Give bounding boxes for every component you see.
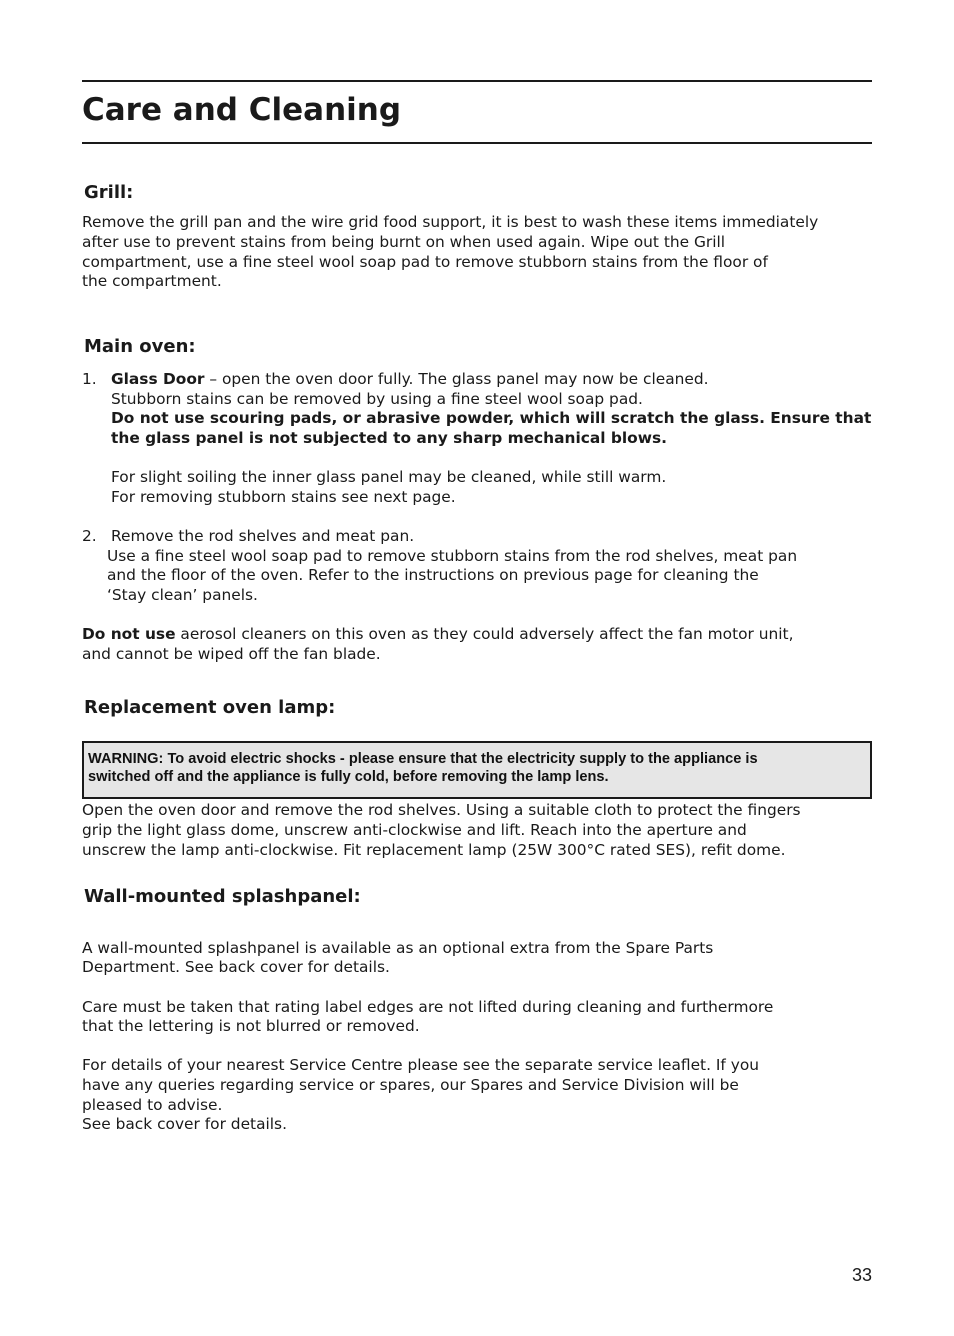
glass-door-warning: Do not use scouring pads, or abrasive powder, which will scratch the glass. Ensure that: [111, 409, 872, 427]
page-title: Care and Cleaning: [82, 92, 402, 128]
main-oven-heading: Main oven:: [84, 336, 196, 357]
lamp-line: Open the oven door and remove the rod shelves. Using a suitable cloth to protect the fingers: [82, 801, 801, 819]
splash-line: For details of your nearest Service Centre please see the separate service leaflet. If you: [82, 1056, 759, 1074]
shelves-line: Use a fine steel wool soap pad to remove stubborn stains from the rod shelves, meat pan: [107, 547, 798, 565]
list-number: 1.: [82, 370, 97, 388]
splash-line: have any queries regarding service or spares, our Spares and Service Division will be: [82, 1076, 739, 1094]
grill-line: compartment, use a fine steel wool soap pad to remove stubborn stains from the floor of: [82, 253, 768, 271]
warning-line: switched off and the appliance is fully cold, before removing the lamp lens.: [88, 768, 609, 785]
grill-heading: Grill:: [84, 182, 134, 203]
glass-door-text: – open the oven door fully. The glass panel may now be cleaned.: [204, 370, 709, 388]
header-rule-top: [82, 80, 872, 82]
header-rule-bottom: [82, 142, 872, 144]
splash-line: Care must be taken that rating label edges are not lifted during cleaning and furthermore: [82, 998, 774, 1016]
glass-door-line: [111, 370, 873, 390]
aerosol-line: and cannot be wiped off the fan blade.: [82, 645, 381, 663]
splash-line: See back cover for details.: [82, 1115, 287, 1133]
splash-line: Department. See back cover for details.: [82, 958, 390, 976]
aerosol-text: aerosol cleaners on this oven as they could adversely affect the fan motor unit,: [175, 625, 794, 643]
glass-door-warning: the glass panel is not subjected to any sharp mechanical blows.: [111, 429, 667, 447]
grill-line: after use to prevent stains from being burnt on when used again. Wipe out the Grill: [82, 233, 726, 251]
lamp-line: unscrew the lamp anti-clockwise. Fit replacement lamp (25W 300°C rated SES), refit dome.: [82, 841, 786, 859]
warning-box: [82, 741, 872, 799]
lamp-heading: Replacement oven lamp:: [84, 697, 336, 718]
splash-line: A wall-mounted splashpanel is available as an optional extra from the Spare Parts: [82, 939, 714, 957]
glass-door-label: Glass Door: [111, 370, 205, 388]
shelves-line: Remove the rod shelves and meat pan.: [111, 527, 415, 545]
warning-line: WARNING: To avoid electric shocks - please ensure that the electricity supply to the appliance is: [88, 751, 758, 767]
list-number: 2.: [82, 527, 97, 545]
glass-door-note: For removing stubborn stains see next page.: [111, 488, 456, 506]
aerosol-line: [82, 625, 872, 645]
page-number: 33: [851, 1265, 872, 1285]
lamp-line: grip the light glass dome, unscrew anti-clockwise and lift. Reach into the aperture and: [82, 821, 747, 839]
glass-door-line: Stubborn stains can be removed by using a fine steel wool soap pad.: [111, 390, 643, 408]
shelves-line: ‘Stay clean’ panels.: [107, 586, 258, 604]
aerosol-bold: Do not use: [82, 625, 176, 643]
splash-heading: Wall-mounted splashpanel:: [84, 886, 361, 907]
warning-text: [88, 751, 868, 786]
shelves-line: and the floor of the oven. Refer to the instructions on previous page for cleaning the: [107, 566, 759, 584]
glass-door-note: For slight soiling the inner glass panel may be cleaned, while still warm.: [111, 468, 667, 486]
splash-line: pleased to advise.: [82, 1096, 223, 1114]
grill-line: Remove the grill pan and the wire grid food support, it is best to wash these items immediately: [82, 213, 819, 231]
splash-line: that the lettering is not blurred or removed.: [82, 1017, 420, 1035]
grill-line: the compartment.: [82, 272, 222, 290]
